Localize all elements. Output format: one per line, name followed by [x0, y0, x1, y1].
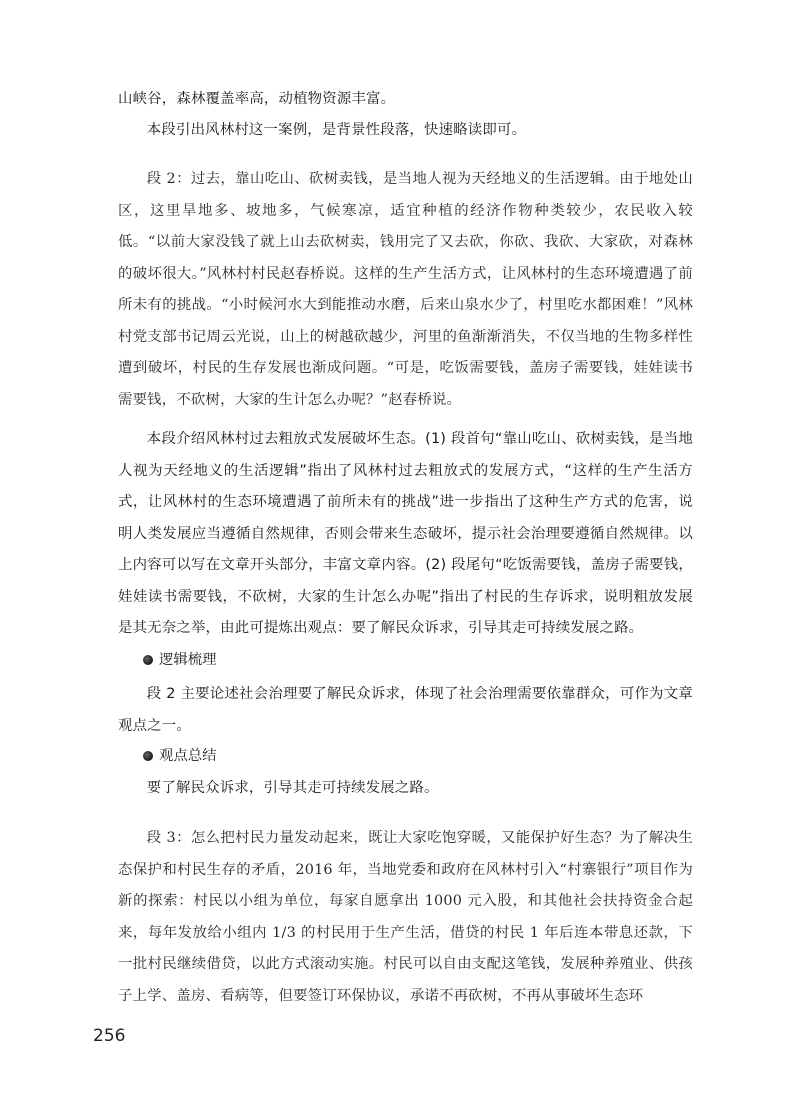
page-number: 256 — [93, 1026, 126, 1046]
segment-3-text: 段 3：怎么把村民力量发动起来，既让大家吃饱穿暖，又能保护好生态？为了解决生态保护和村民生存的矛盾，2016 年，当地党委和政府在风林村引入“村寨银行”项目作为新的探索：村民以小组为单位，每家自愿拿出 1000 元入股，和其他社会扶持资金合起来，每年发放给小组内 1/3 的村民用于生产生活，借贷的村民 1 年后连本带息还款，下一批村民继续借贷，以此方式滚动实施。村民可以自由支配这笔钱，发展种养殖业、供孩子上学、盖房、看病等，但要签订环保协议，承诺不再砍树，不再从事破坏生态环 — [118, 830, 693, 1004]
summary-paragraph: 要了解民众诉求，引导其走可持续发展之路。 — [146, 780, 439, 796]
bullet-icon — [143, 655, 153, 665]
bullet-icon — [143, 751, 153, 761]
summary-heading — [143, 741, 217, 773]
logic-heading-label: 逻辑梳理 — [159, 652, 217, 668]
note-paragraph-1: 本段引出风林村这一案例，是背景性段落，快速略读即可。 — [146, 122, 527, 138]
summary-heading-label: 观点总结 — [159, 748, 217, 764]
paragraph-continuation: 山峡谷，森林覆盖率高，动植物资源丰富。 — [118, 91, 396, 107]
note-paragraph-2: 本段介绍风林村过去粗放式发展破坏生态。(1) 段首句“靠山吃山、砍树卖钱，是当地人视为天经地义的生活逻辑”指出了风林村过去粗放式的发展方式，“这样的生产生活方式，让风林村的生态环境遭遇了前所未有的挑战”进一步指出了这种生产方式的危害，说明人类发展应当遵循自然规律，否则会带来生态破坏，提示社会治理要遵循自然规律。以上内容可以写在文章开头部分，丰富文章内容。(2) 段尾句“吃饭需要钱，盖房子需要钱，娃娃读书需要钱，不砍树，大家的生计怎么办呢”指出了村民的生存诉求，说明粗放发展是其无奈之举，由此可提炼出观点：要了解民众诉求，引导其走可持续发展之路。 — [118, 431, 693, 636]
segment-2-text: 段 2：过去，靠山吃山、砍树卖钱，是当地人视为天经地义的生活逻辑。由于地处山区，这里旱地多、坡地多，气候寒凉，适宜种植的经济作物种类较少，农民收入较低。“以前大家没钱了就上山去砍树卖，钱用完了又去砍，你砍、我砍、大家砍，对森林的破坏很大。”风林村村民赵春桥说。这样的生产生活方式，让风林村的生态环境遭遇了前所未有的挑战。“小时候河水大到能推动水磨，后来山泉水少了，村里吃水都困难！”风林村党支部书记周云光说，山上的树越砍越少，河里的鱼渐渐消失，不仅当地的生物多样性遭到破坏，村民的生存发展也渐成问题。“可是，吃饭需要钱，盖房子需要钱，娃娃读书需要钱，不砍树，大家的生计怎么办呢？”赵春桥说。 — [118, 171, 693, 408]
logic-paragraph: 段 2 主要论述社会治理要了解民众诉求，体现了社会治理需要依靠群众，可作为文章观点之一。 — [118, 686, 693, 734]
logic-heading — [143, 645, 217, 677]
